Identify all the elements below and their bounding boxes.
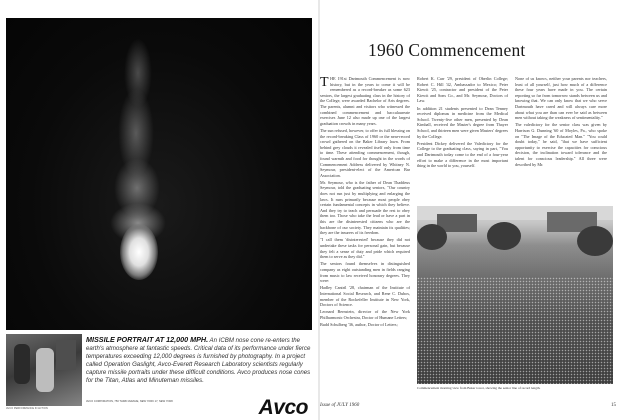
paragraph: The seniors found themselves in distinguished company as eight outstanding men in fields ranging from music to law received honorary degrees. They were: [320,261,410,284]
paragraph: Budd Schulberg '36, author, Doctor of Letters; [320,322,398,328]
paragraph: Leonard Bernstein, director of the New York Philharmonic Orchestra, Doctor of Humane Letters; [320,309,410,320]
ad-address: AVCO CORPORATION, 750 THIRD AVENUE, NEW YORK 17, NEW YORK [86,400,174,403]
photo-caption: Commencement morning view from Baker tower, showing the senior line of record length. [417,386,541,390]
page-number: 15 [611,403,616,408]
commencement-crowd-photo [417,206,613,384]
missile-reentry-photo [6,18,312,330]
paragraph: Hadley Cantril '28, chairman of the Institute of International Social Research, and Rene C. Dubos, member of the Rockefeller Institute in New York, Doctors of Science. [320,285,410,308]
paragraph: The valedictory for the senior class was given by Harrison G. Dunning '60 of Moyles, Pa., who spoke on "The Image of the Educated Man." "You could doubt today," he said, "that we have sufficient opportunity to exercise the capacities for conscious decision, the inclination toward tolerance and the talent for conscious leadership." All three were described by Mr. [515,122,607,167]
paragraph: In addition 21 students presented to Dean Tenney received diplomas in medicine from the Medical School. Twenty-five other men, presented by Dean Kimball, received the Master's degree from Thayer School, and thirteen men were given Masters' degrees by the College. [417,105,508,139]
paragraph: Mr. Seymour, who is the father of Dean Thaddeus Seymour, told the graduating seniors, "Our country does not run just by multiplying and enlarging the laws. It runs primarily because most people obey certain fundamental concepts in which they believe. And they try to teach and persuade the rest to obey them too. Those who take the lead or have a part in this are the disinterested citizens who are the backbone of our society. They maintain its qualities; they are the insurers of its freedom. [320,179,410,236]
ad-strip [6,334,312,419]
inset-caption: AVCO PERFORMANCE IN ACTION [6,407,48,410]
paragraph: THE 191st Dartmouth Commencement is now history, but in the years to come it will be remembered as a record-breaker as some 623 seniors, the largest graduating class in the history of the College, were awarded Bachelor of Arts degrees. The parents, alumni and visitors who witnessed the combined commencement and baccalaureate exercises June 12 also made up one of the largest graduation crowds in many years. [320,74,410,126]
ad-headline: MISSILE PORTRAIT AT 12,000 MPH. [86,335,209,344]
article-column-2 [417,76,508,170]
avco-logo: Avco [258,396,308,419]
issue-line: Issue of JULY 1960 [320,403,360,408]
page-title: 1960 Commencement [368,40,526,60]
paragraph: President Dickey delivered the Valedictory for the College to the graduating class, saying in part, "You and Dartmouth today come to the end of a four-year effort to make a difference in the most important thing in the world to you, yourself. [417,140,508,169]
paragraph: The sun refused, however, to offer its full blessing on the record-breaking Class of 1960 or the near-record crowd gathered on the Baker Library lawn. From behind grey clouds it revealed itself only from time to time. These attending commencement, though, found warmth and food for thought in the words of Commencement Address delivered by Whitney N. Seymour, president-elect of the American Bar Association. [320,127,410,178]
drop-cap: T [320,74,329,90]
paragraph: None of us knows, neither your parents nor teachers, least of all yourself, just how much of a difference these four years have made in you. The certain reporting so far from tomorrow stands between us and knowing that. We can only know that we who serve Dartmouth have cared and will always care more about what you are than can ever be said as between men without taking the weakness of sentimentality." [515,76,607,121]
article-column-1 [320,76,410,329]
scientists-inset-photo [6,334,82,406]
right-page-article [320,0,628,420]
ad-copy [86,336,312,385]
paragraph: "I call them 'disinterested' because they did not undertake these tasks for personal gain, but because they felt a sense of duty and pride which required them to serve as they did." [320,237,410,260]
paragraph: Robert K. Carr '29, president of Oberlin College; Robert C. Hill '42, Ambassador to Mexico; Peter Kiewit '25, contractor and president of the Peter Kiewit and Sons Co., and Mr. Seymour, Doctors of Law. [417,76,508,104]
article-column-3 [515,76,607,169]
ad-body: An ICBM nose cone re-enters the earth's atmosphere at fantastic speeds. Critical data of its performance under fierce temperatures exceeding 12,000 degrees is furnished by photography. In a project called Operation Gaslight, Avco-Everett Research Laboratory scientists regularly capture missile portraits under these difficult conditions. Avco produces nose cones for the Titan, Atlas and Minuteman missiles. [86,337,311,384]
